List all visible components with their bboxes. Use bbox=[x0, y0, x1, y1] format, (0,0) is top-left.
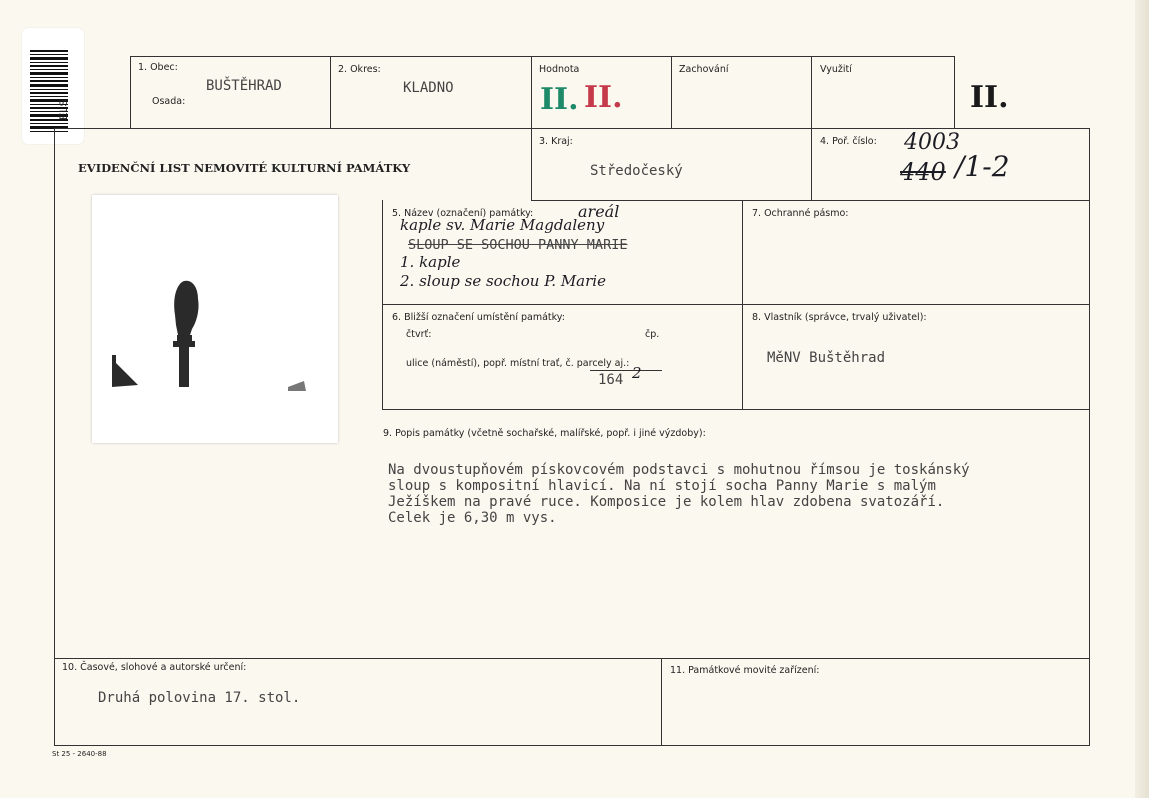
rule bbox=[330, 56, 331, 129]
nazev-hand-1: 1. kaple bbox=[400, 253, 461, 271]
rule bbox=[54, 745, 1090, 746]
kraj-label: 3. Kraj: bbox=[539, 136, 573, 147]
class-mark: II. bbox=[970, 80, 1009, 115]
hodnota-label: Hodnota bbox=[539, 64, 580, 75]
rule bbox=[54, 128, 55, 746]
popis-line: sloup s kompositní hlavicí. Na ní stojí socha Panny Marie s malým bbox=[388, 478, 936, 494]
zachovani-label: Zachování bbox=[679, 64, 729, 75]
obec-value: BUŠTĚHRAD bbox=[206, 78, 282, 94]
vlastnik-label: 8. Vlastník (správce, trvalý uživatel): bbox=[752, 312, 927, 323]
umisteni-label: 6. Bližší označení umístění památky: bbox=[392, 312, 565, 323]
poradove-cislo-label: 4. Poř. číslo: bbox=[820, 136, 877, 147]
cp-label: čp. bbox=[645, 329, 660, 340]
parcela-hand: 2 bbox=[632, 364, 642, 382]
rule bbox=[742, 200, 743, 410]
zarizeni-label: 11. Památkové movité zařízení: bbox=[670, 665, 820, 676]
nazev-typed: SLOUP SE SOCHOU PANNY MARIE bbox=[408, 237, 628, 253]
kraj-value: Středočeský bbox=[590, 163, 683, 179]
document-title: EVIDENČNÍ LIST NEMOVITÉ KULTURNÍ PAMÁTKY bbox=[78, 161, 411, 175]
nazev-hand-kaple: kaple sv. Marie Magdaleny bbox=[400, 216, 605, 234]
okres-label: 2. Okres: bbox=[338, 64, 381, 75]
rule bbox=[954, 56, 955, 129]
poradove-cislo-new: 4003 bbox=[904, 130, 960, 155]
okres-value: KLADNO bbox=[403, 80, 454, 96]
rule bbox=[54, 658, 1090, 659]
ochranne-pasmo-label: 7. Ochranné pásmo: bbox=[752, 208, 849, 219]
osada-label: Osada: bbox=[152, 96, 186, 107]
rule bbox=[1089, 128, 1090, 746]
popis-label: 9. Popis památky (včetně sochařské, malířské, popř. i jiné výzdoby): bbox=[383, 428, 706, 439]
popis-line: Na dvoustupňovém pískovcovém podstavci s mohutnou římsou je toskánský bbox=[388, 462, 970, 478]
rule bbox=[130, 56, 131, 129]
barcode-icon bbox=[22, 28, 84, 144]
monument-photo bbox=[92, 195, 338, 443]
casove-value: Druhá polovina 17. stol. bbox=[98, 690, 301, 706]
barcode-sticker bbox=[22, 28, 84, 144]
hodnota-mark-green: II. bbox=[540, 82, 579, 117]
rule bbox=[54, 128, 1090, 129]
ctvrt-label: čtvrť: bbox=[406, 329, 432, 340]
casove-label: 10. Časové, slohové a autorské určení: bbox=[62, 662, 247, 673]
rule bbox=[130, 56, 955, 57]
popis-line: Ježíškem na pravé ruce. Komposice je kolem hlav zdobena svatozáří. bbox=[388, 494, 945, 510]
rule bbox=[671, 56, 672, 129]
rule bbox=[382, 200, 383, 410]
vlastnik-value: MěNV Buštěhrad bbox=[767, 350, 886, 366]
poradove-cislo-old: 440 bbox=[900, 158, 946, 186]
obec-label: 1. Obec: bbox=[138, 62, 178, 73]
ulice-label: ulice (náměstí), popř. místní trať, č. parcely aj.: bbox=[406, 358, 630, 369]
barcode-text: ELS bbox=[58, 99, 70, 120]
nazev-hand-areal: areál bbox=[578, 202, 620, 221]
popis-line: Celek je 6,30 m vys. bbox=[388, 510, 557, 526]
nazev-hand-2: 2. sloup se sochou P. Marie bbox=[400, 272, 606, 290]
parcela-underline bbox=[590, 370, 662, 371]
rule bbox=[382, 304, 1089, 305]
paper-edge bbox=[1135, 0, 1149, 798]
rule bbox=[382, 409, 1089, 410]
vyuziti-label: Využití bbox=[820, 64, 852, 75]
statue-photo-image bbox=[92, 195, 338, 443]
nazev-label: 5. Název (označení) památky: bbox=[392, 208, 534, 219]
hodnota-mark-red: II. bbox=[584, 80, 623, 115]
rule bbox=[661, 658, 662, 746]
rule bbox=[531, 200, 1089, 201]
poradove-cislo-suffix: /1-2 bbox=[955, 150, 1010, 183]
footer-code: St 25 - 2640-88 bbox=[52, 750, 107, 758]
parcela-value: 164 bbox=[598, 372, 624, 388]
